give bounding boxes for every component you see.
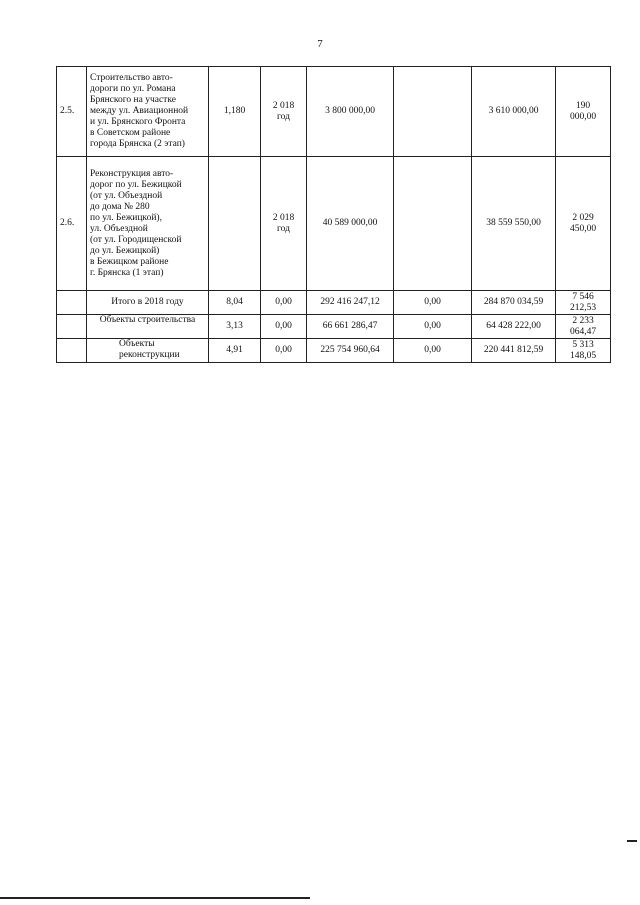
total-cost-cell: 40 589 000,00 xyxy=(307,157,394,291)
row-number-cell xyxy=(57,339,87,363)
federal-budget-cell: 0,00 xyxy=(394,339,472,363)
total-cost-cell: 3 800 000,00 xyxy=(307,67,394,157)
year-cell: 2 018 год xyxy=(261,67,307,157)
row-number-cell: 2.6. xyxy=(57,157,87,291)
page-number: 7 xyxy=(317,38,323,50)
length-cell xyxy=(209,157,261,291)
regional-budget-cell: 284 870 034,59 xyxy=(472,291,556,315)
table-row xyxy=(57,67,611,157)
local-budget-cell: 2 233 064,47 xyxy=(556,315,611,339)
local-budget-cell: 190 000,00 xyxy=(556,67,611,157)
object-name-cell: Строительство авто- дороги по ул. Романа Брянского на участке между ул. Авиационной и ул. Брянского Фронта в Советском районе города Брянска (2 этап) xyxy=(87,67,209,157)
total-cost-cell: 66 661 286,47 xyxy=(307,315,394,339)
summary-row xyxy=(57,315,611,339)
summary-row xyxy=(57,291,611,315)
year-cell: 0,00 xyxy=(261,315,307,339)
summary-row xyxy=(57,339,611,363)
federal-budget-cell xyxy=(394,157,472,291)
object-name-cell: Реконструкция авто- дорог по ул. Бежицкой (от ул. Объездной до дома № 280 по ул. Бежицкой), ул. Объездной (от ул. Городищенской до ул. Бежицкой) в Бежицком районе г. Брянска (1 этап) xyxy=(87,157,209,291)
summary-label-cell: Объекты строительства xyxy=(87,315,209,339)
federal-budget-cell: 0,00 xyxy=(394,291,472,315)
local-budget-cell: 5 313 148,05 xyxy=(556,339,611,363)
federal-budget-cell xyxy=(394,67,472,157)
regional-budget-cell: 3 610 000,00 xyxy=(472,67,556,157)
length-cell: 4,91 xyxy=(209,339,261,363)
federal-budget-cell: 0,00 xyxy=(394,315,472,339)
total-cost-cell: 225 754 960,64 xyxy=(307,339,394,363)
year-cell: 0,00 xyxy=(261,339,307,363)
regional-budget-cell: 38 559 550,00 xyxy=(472,157,556,291)
bottom-rule xyxy=(0,897,310,899)
summary-label-cell: Объекты реконструкции xyxy=(87,339,209,363)
local-budget-cell: 2 029 450,00 xyxy=(556,157,611,291)
year-cell: 2 018 год xyxy=(261,157,307,291)
regional-budget-cell: 220 441 812,59 xyxy=(472,339,556,363)
margin-mark xyxy=(627,840,637,842)
budget-table xyxy=(56,66,611,363)
row-number-cell xyxy=(57,315,87,339)
regional-budget-cell: 64 428 222,00 xyxy=(472,315,556,339)
row-number-cell xyxy=(57,291,87,315)
summary-label-cell: Итого в 2018 году xyxy=(87,291,209,315)
length-cell: 8,04 xyxy=(209,291,261,315)
row-number-cell: 2.5. xyxy=(57,67,87,157)
length-cell: 1,180 xyxy=(209,67,261,157)
length-cell: 3,13 xyxy=(209,315,261,339)
year-cell: 0,00 xyxy=(261,291,307,315)
local-budget-cell: 7 546 212,53 xyxy=(556,291,611,315)
total-cost-cell: 292 416 247,12 xyxy=(307,291,394,315)
table-row xyxy=(57,157,611,291)
